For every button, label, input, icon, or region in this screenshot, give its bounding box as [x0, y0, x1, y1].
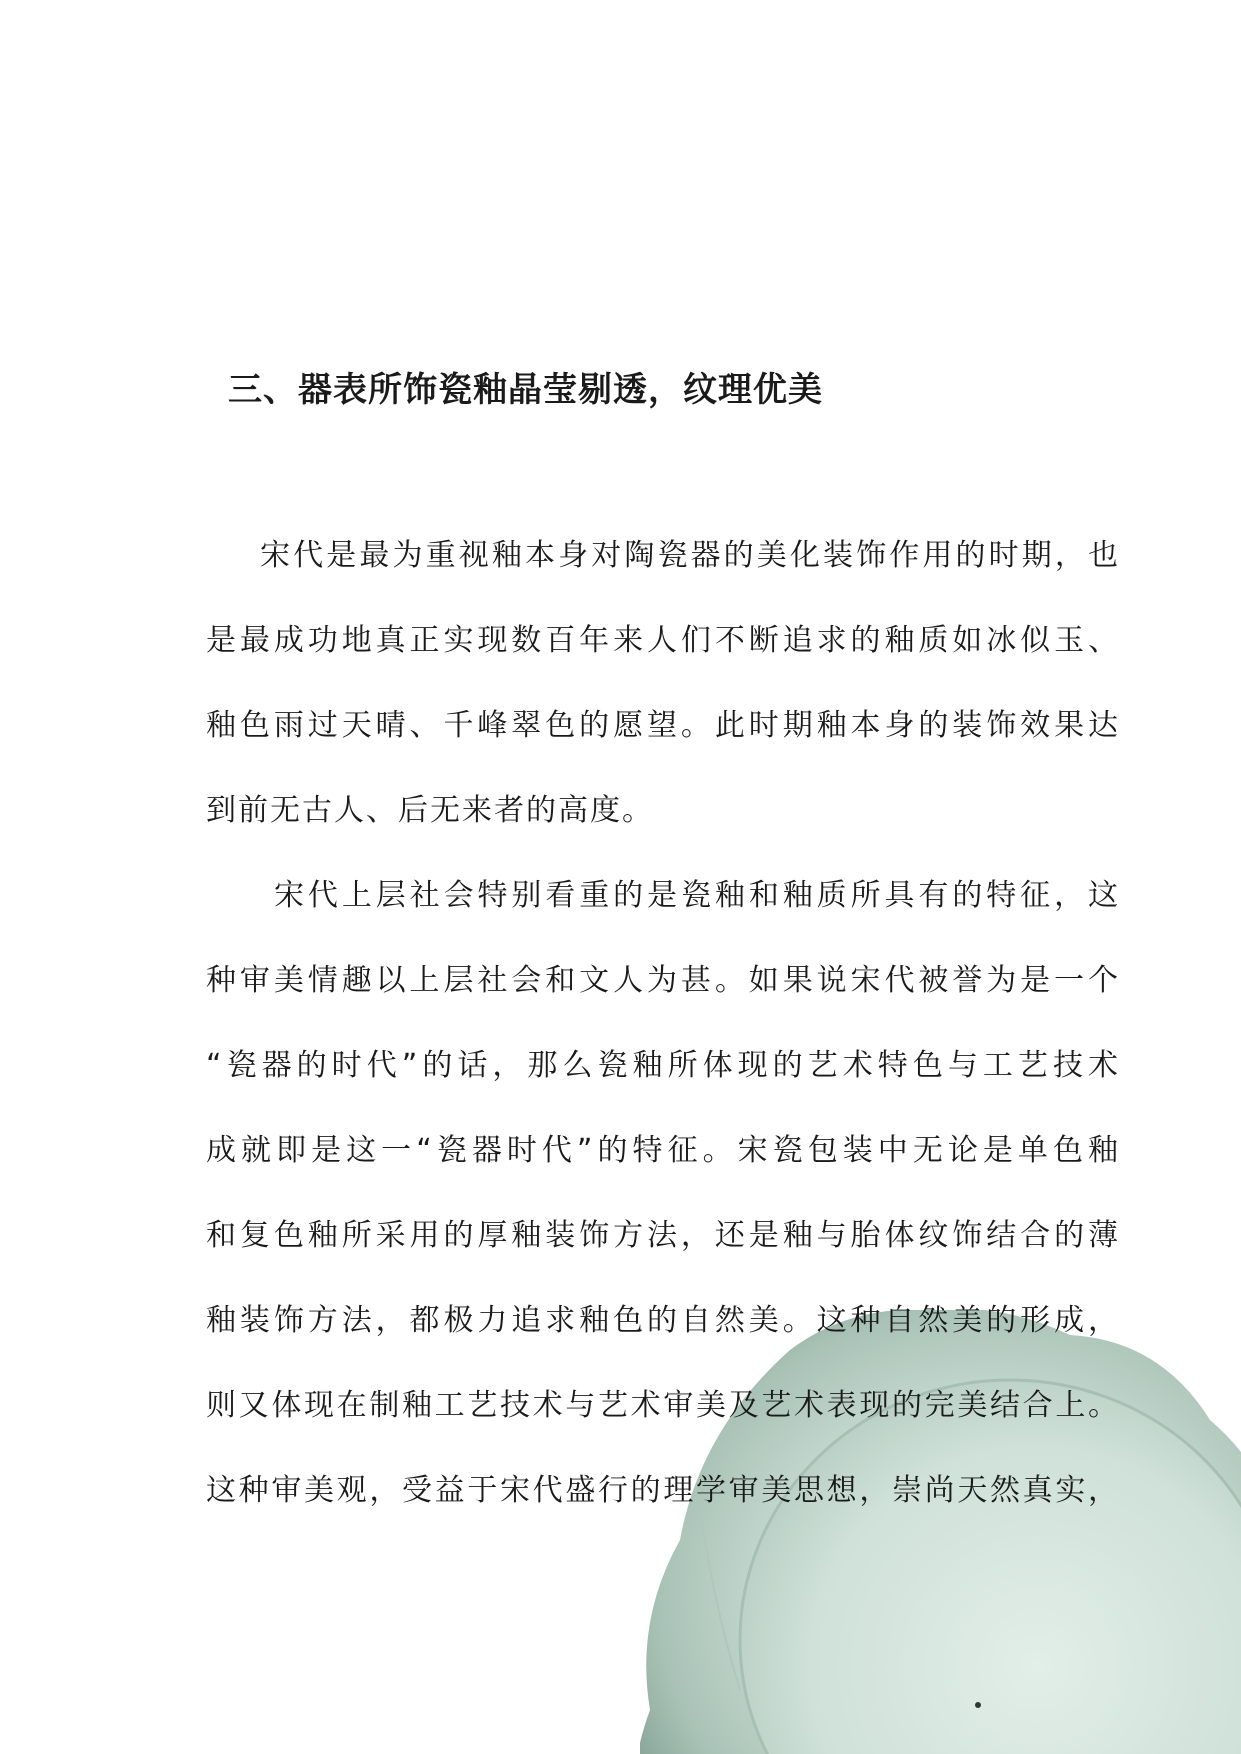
paragraph-line: 釉色雨过天晴、千峰翠色的愿望。此时期釉本身的装饰效果达 [206, 708, 1120, 743]
paragraph-line: 和复色釉所采用的厚釉装饰方法，还是釉与胎体纹饰结合的薄 [206, 1218, 1120, 1253]
paragraph-line: 成就即是这一“瓷器时代”的特征。宋瓷包装中无论是单色釉 [206, 1133, 1120, 1168]
paragraph-line: 则又体现在制釉工艺技术与艺术审美及艺术表现的完美结合上。 [206, 1388, 1120, 1423]
paragraph-line: 宋代是最为重视釉本身对陶瓷器的美化装饰作用的时期，也 [260, 538, 1120, 573]
paragraph-line: “瓷器的时代”的话，那么瓷釉所体现的艺术特色与工艺技术 [206, 1048, 1120, 1083]
celadon-dish-image [640, 1310, 1241, 1754]
paragraph-line: 宋代上层社会特别看重的是瓷釉和釉质所具有的特征，这 [274, 878, 1120, 913]
paragraph-line: 釉装饰方法，都极力追求釉色的自然美。这种自然美的形成， [206, 1303, 1120, 1338]
paragraph-line: 这种审美观，受益于宋代盛行的理学审美思想，崇尚天然真实， [206, 1473, 1120, 1508]
paragraph-line: 种审美情趣以上层社会和文人为甚。如果说宋代被誉为是一个 [206, 963, 1120, 998]
paragraph-line: 到前无古人、后无来者的高度。 [206, 793, 654, 828]
section-heading: 三、器表所饰瓷釉晶莹剔透，纹理优美 [228, 370, 823, 410]
paragraph-line: 是最成功地真正实现数百年来人们不断追求的釉质如冰似玉、 [206, 623, 1120, 658]
